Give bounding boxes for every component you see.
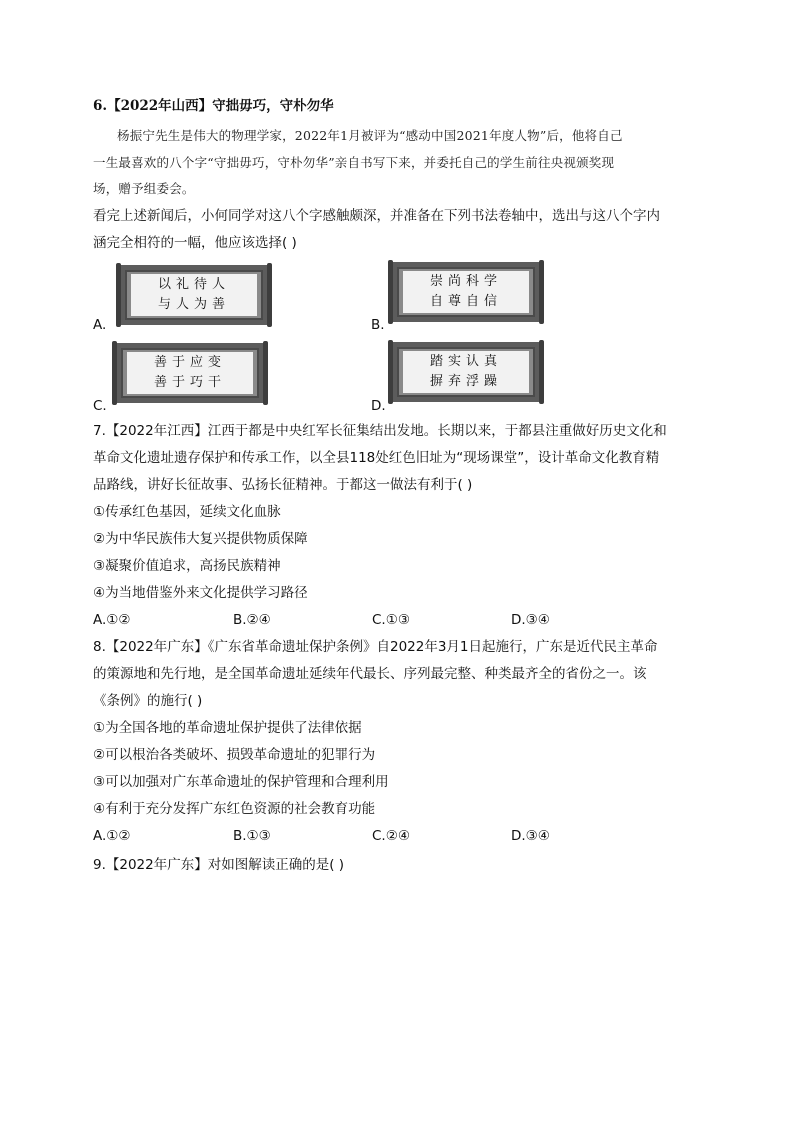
q7-choice-c[interactable]: C.①③ (372, 612, 410, 628)
q8-item-1: ①为全国各地的革命遗址保护提供了法律依据 (93, 720, 362, 736)
q8-choice-a[interactable]: A.①② (93, 828, 131, 844)
q9-stem: 9.【2022年广东】对如图解读正确的是( ) (93, 857, 345, 873)
q8-stem-line-3: 《条例》的施行( ) (93, 693, 203, 709)
q6-option-a-text-1: 以礼待人 (157, 277, 230, 292)
q6-option-c-label: C. (93, 398, 107, 414)
q6-scan-line-1: 杨振宁先生是伟大的物理学家，2022年1月被评为“感动中国2021年度人物”后，他将自己 (117, 128, 623, 143)
q6-option-d-label: D. (371, 398, 386, 414)
q8-choice-b[interactable]: B.①③ (233, 828, 271, 844)
q7-item-1: ①传承红色基因，延续文化血脉 (93, 504, 281, 520)
q8-choice-c[interactable]: C.②④ (372, 828, 410, 844)
q6-option-a-text-2: 与人为善 (157, 297, 230, 312)
q7-stem-line-3: 品路线，讲好长征故事、弘扬长征精神。于都这一做法有利于( ) (93, 477, 473, 493)
q6-option-c-scroll[interactable] (113, 343, 267, 403)
q6-option-c-text-1: 善于应变 (153, 355, 226, 370)
q6-title: 6.【2022年山西】守拙毋巧，守朴勿华 (93, 98, 334, 114)
q7-choice-d[interactable]: D.③④ (511, 612, 550, 628)
q6-stem-line-2: 涵完全相符的一幅，他应该选择( ) (93, 235, 297, 251)
q8-stem-line-2: 的策源地和先行地，是全国革命遗址延续年代最长、序列最完整、种类最齐全的省份之一。该 (93, 666, 647, 682)
q6-option-b-text-1: 崇尚科学 (429, 274, 502, 289)
q7-choice-b[interactable]: B.②④ (233, 612, 271, 628)
q6-option-d-text-2: 摒弃浮躁 (429, 374, 502, 389)
q6-option-c-text-2: 善于巧干 (153, 375, 226, 390)
q7-item-4: ④为当地借鉴外来文化提供学习路径 (93, 585, 308, 601)
q6-option-d-scroll[interactable] (389, 342, 543, 402)
q7-choice-a[interactable]: A.①② (93, 612, 131, 628)
q6-scan-line-2: 一生最喜欢的八个字“守拙毋巧，守朴勿华”亲自书写下来，并委托自己的学生前往央视颁奖现 (93, 155, 615, 170)
q6-option-d-text-1: 踏实认真 (429, 354, 502, 369)
q6-option-a-scroll[interactable] (117, 265, 271, 325)
q7-stem-line-1: 7.【2022年江西】江西于都是中央红军长征集结出发地。长期以来，于都县注重做好历史文化和 (93, 423, 667, 439)
q7-item-2: ②为中华民族伟大复兴提供物质保障 (93, 531, 308, 547)
q6-scan-line-3: 场，赠予组委会。 (93, 181, 195, 196)
q6-option-b-label: B. (371, 317, 385, 333)
q8-choice-d[interactable]: D.③④ (511, 828, 550, 844)
q6-option-a-label: A. (93, 317, 107, 333)
q8-item-3: ③可以加强对广东革命遗址的保护管理和合理利用 (93, 774, 389, 790)
q7-stem-line-2: 革命文化遗址遗存保护和传承工作，以全县118处红色旧址为“现场课堂”，设计革命文化教育精 (93, 450, 660, 466)
q8-item-4: ④有利于充分发挥广东红色资源的社会教育功能 (93, 801, 376, 817)
q8-stem-line-1: 8.【2022年广东】《广东省革命遗址保护条例》自2022年3月1日起施行，广东是近代民主革命 (93, 639, 658, 655)
q8-item-2: ②可以根治各类破坏、损毁革命遗址的犯罪行为 (93, 747, 376, 763)
q7-item-3: ③凝聚价值追求，高扬民族精神 (93, 558, 281, 574)
q6-stem-line-1: 看完上述新闻后，小何同学对这八个字感触颇深，并准备在下列书法卷轴中，选出与这八个字内 (93, 208, 660, 224)
q6-option-b-scroll[interactable] (389, 262, 543, 322)
q6-option-b-text-2: 自尊自信 (429, 294, 502, 309)
